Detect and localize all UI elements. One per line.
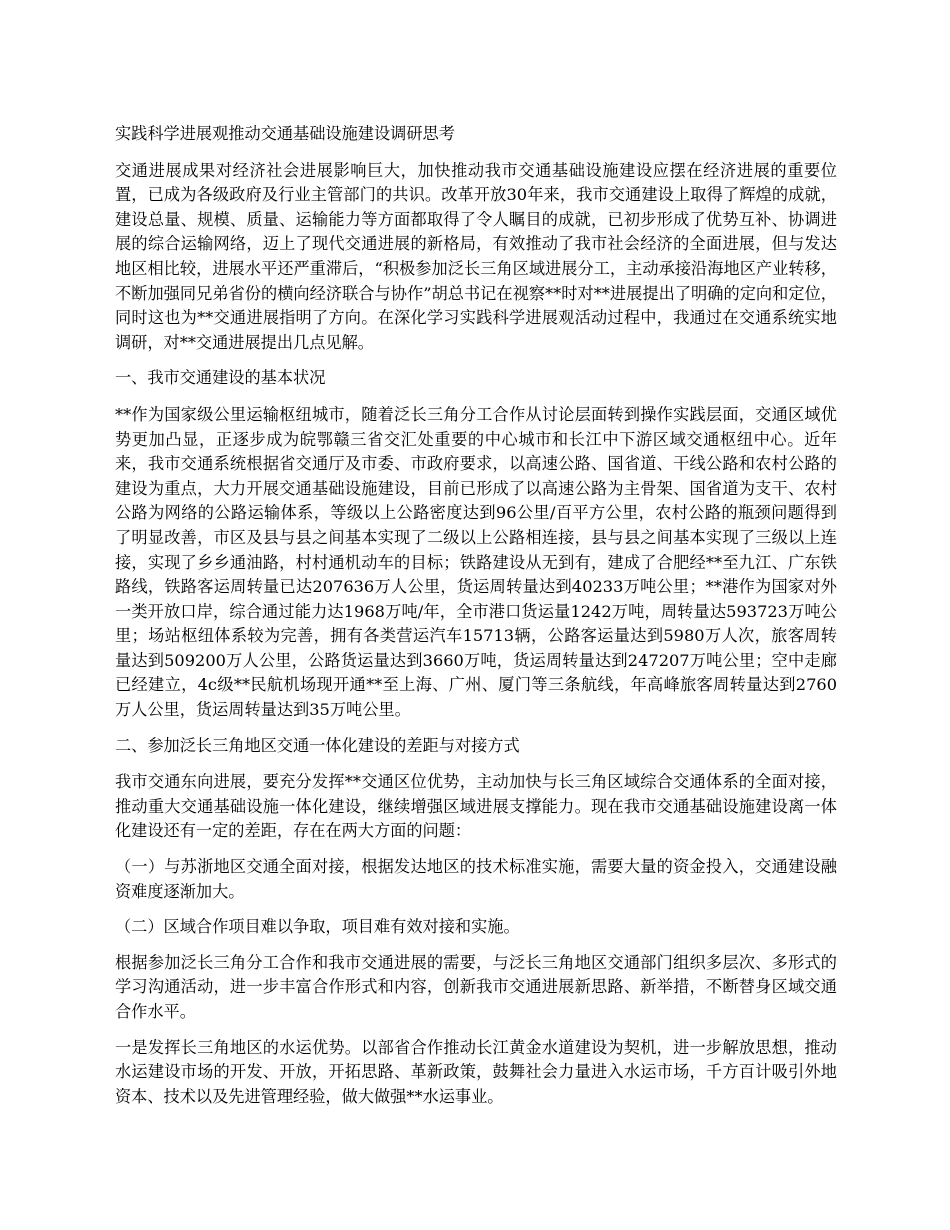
document-page [115,122,837,1120]
section-heading-2: 二、参加泛长三角地区交通一体化建设的差距与对接方式 [115,735,520,755]
document-title: 实践科学进展观推动交通基础设施建设调研思考 [115,124,455,143]
cooperation-paragraph: 根据参加泛长三角分工合作和我市交通进展的需要，与泛长三角地区交通部门组织多层次、多形式的学习沟通活动，进一步丰富合作形式和内容，创新我市交通进展新思路、新举措，不断替身区域交通合作水平。 [115,952,837,1021]
intro-paragraph: 交通进展成果对经济社会进展影响巨大，加快推动我市交通基础设施建设应摆在经济进展的重要位置，已成为各级政府及行业主管部门的共识。改革开放30年来，我市交通建设上取得了辉煌的成就，建设总量、规模、质量、运输能力等方面都取得了令人瞩目的成就，已初步形成了优势互补、协调进展的综合运输网络，迈上了现代交通进展的新格局，有效推动了我市社会经济的全面进展，但与发达地区相比较，进展水平还严重滞后，“积极参加泛长三角区域进展分工，主动承接沿海地区产业转移，不断加强同兄弟省份的横向经济联合与协作”胡总书记在视察**时对**进展提出了明确的定向和定位，同时这也为**交通进展指明了方向。在深化学习实践科学进展观活动过程中，我通过在交通系统实地调研，对**交通进展提出几点见解。 [115,160,837,352]
gap-intro-paragraph: 我市交通东向进展，要充分发挥**交通区位优势，主动加快与长三角区域综合交通体系的全面对接，推动重大交通基础设施一体化建设，继续增强区域进展支撑能力。现在我市交通基础设施建设离一体化建设还有一定的差距，存在在两大方面的问题： [115,772,837,841]
problem-item-1: （一）与苏浙地区交通全面对接，根据发达地区的技术标准实施，需要大量的资金投入，交通建设融资难度逐渐加大。 [115,857,837,901]
status-paragraph: **作为国家级公里运输枢纽城市，随着泛长三角分工合作从讨论层面转到操作实践层面，交通区域优势更加凸显，正逐步成为皖鄂赣三省交汇处重要的中心城市和长江中下游区域交通枢纽中心。近年来，我市交通系统根据省交通厅及市委、市政府要求，以高速公路、国省道、干线公路和农村公路的建设为重点，大力开展交通基础设施建设，目前已形成了以高速公路为主骨架、国省道为支干、农村公路为网络的公路运输体系，等级以上公路密度达到96公里/百平方公里，农村公路的瓶颈问题得到了明显改善，市区及县与县之间基本实现了二级以上公路相连接，县与县之间基本实现了三级以上连接，实现了乡乡通油路，村村通机动车的目标；铁路建设从无到有，建成了合肥经**至九江、广东铁路线，铁路客运周转量已达207636万人公里，货运周转量达到40233万吨公里；**港作为国家对外一类开放口岸，综合通过能力达1968万吨/年，全市港口货运量1242万吨，周转量达593723万吨公里；场站枢纽体系较为完善，拥有各类营运汽车15713辆，公路客运量达到5980万人次，旅客周转量达到509200万人公里，公路货运量达到3660万吨，货运周转量达到247207万吨公里；空中走廊已经建立，4c级**民航机场现开通**至上海、广州、厦门等三条航线，年高峰旅客周转量达到2760万人公里，货运周转量达到35万吨公里。 [115,404,837,720]
problem-item-2: （二）区域合作项目难以争取，项目难有效对接和实施。 [115,917,520,937]
waterway-paragraph: 一是发挥长三角地区的水运优势。以部省合作推动长江黄金水道建设为契机，进一步解放思想，推动水运建设市场的开发、开放，开拓思路、革新政策，鼓舞社会力量进入水运市场，千方百计吸引外地资本、技术以及先进管理经验，做大做强**水运事业。 [115,1037,837,1106]
section-heading-1: 一、我市交通建设的基本状况 [115,368,326,388]
